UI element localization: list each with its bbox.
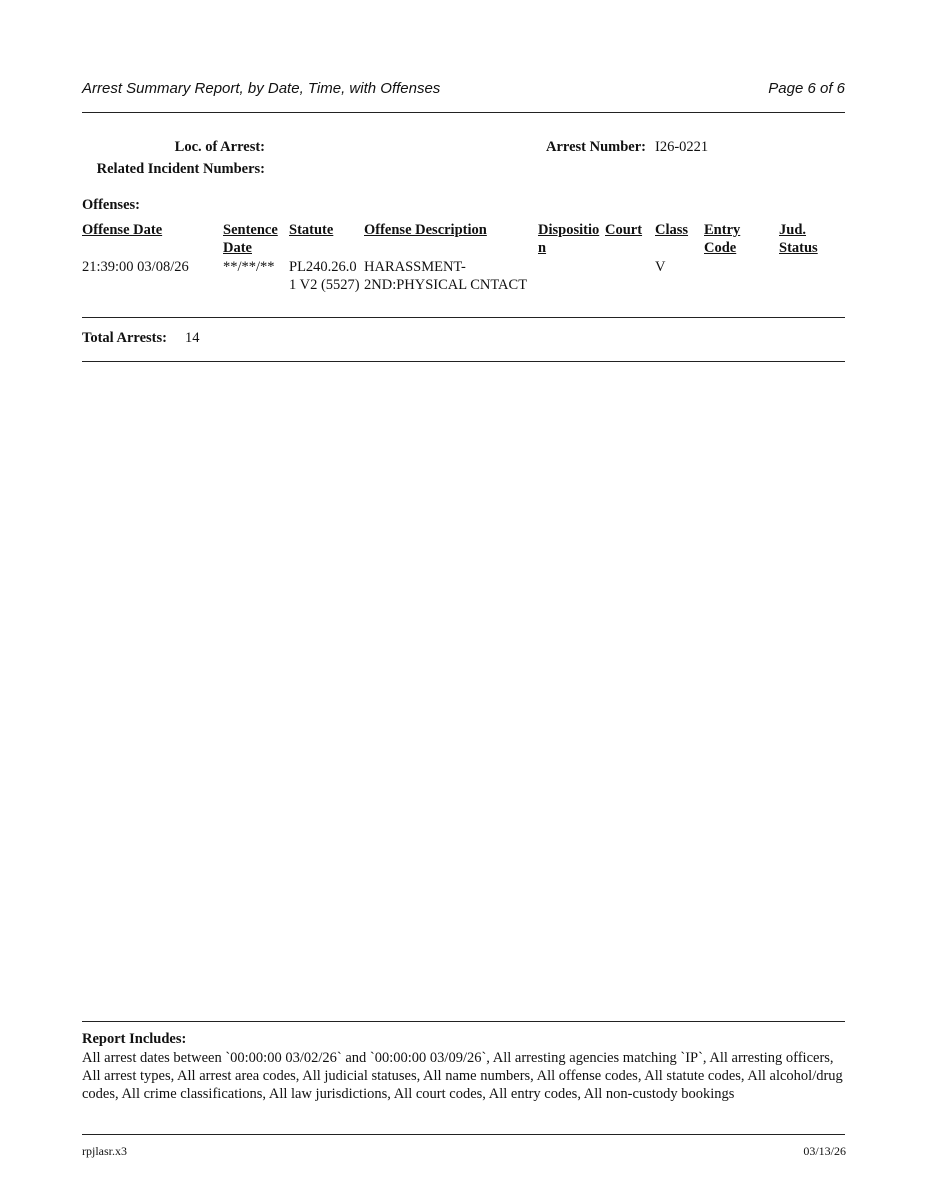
col-offense-date: Offense Date <box>82 222 163 238</box>
includes-bottom-divider <box>82 1134 845 1135</box>
report-includes-text: All arrest dates between `00:00:00 03/02/26` and `00:00:00 03/09/26`, All arresting agencies matching `IP`, All arresting officers, All arrest types, All arrest area codes, All judicial statuses, All name numbers, All offense codes, All statute codes, All alcohol/drug codes, All crime classifications, All law jurisdictions, All court codes, All entry codes, All non-custody bookings <box>82 1050 843 1102</box>
loc-of-arrest-label: Loc. of Arrest: <box>174 139 265 155</box>
includes-top-divider <box>82 1021 845 1022</box>
related-incident-label: Related Incident Numbers: <box>96 161 265 177</box>
page-number: Page 6 of 6 <box>768 80 845 97</box>
total-arrests-label: Total Arrests: <box>82 330 167 346</box>
col-offense-description: Offense Description <box>364 222 487 238</box>
col-class: Class <box>655 222 689 238</box>
offenses-divider <box>82 317 845 318</box>
report-title: Arrest Summary Report, by Date, Time, with Offenses <box>82 80 441 97</box>
row-class: V <box>655 259 666 275</box>
total-arrests-value: 14 <box>185 330 200 346</box>
col-court: Court <box>605 222 643 238</box>
col-disposition: Dispositio n <box>538 222 600 256</box>
header-divider <box>82 112 845 113</box>
row-statute: PL240.26.0 1 V2 (5527) <box>289 259 360 293</box>
row-sentence-date: **/**/** <box>223 259 275 275</box>
row-offense-description: HARASSMENT- 2ND:PHYSICAL CNTACT <box>364 259 528 293</box>
col-entry-code: Entry Code <box>704 222 741 256</box>
offenses-title: Offenses: <box>82 197 140 213</box>
footer-date: 03/13/26 <box>803 1144 846 1158</box>
col-jud-status: Jud. Status <box>779 222 818 256</box>
report-includes-label: Report Includes: <box>82 1031 187 1047</box>
totals-divider <box>82 361 845 362</box>
arrest-number-value: I26-0221 <box>655 139 709 155</box>
footer-program: rpjlasr.x3 <box>82 1144 127 1158</box>
col-sentence-date: Sentence Date <box>223 222 278 256</box>
row-offense-date: 21:39:00 03/08/26 <box>82 259 189 275</box>
arrest-number-label: Arrest Number: <box>546 139 646 155</box>
col-statute: Statute <box>289 222 334 238</box>
